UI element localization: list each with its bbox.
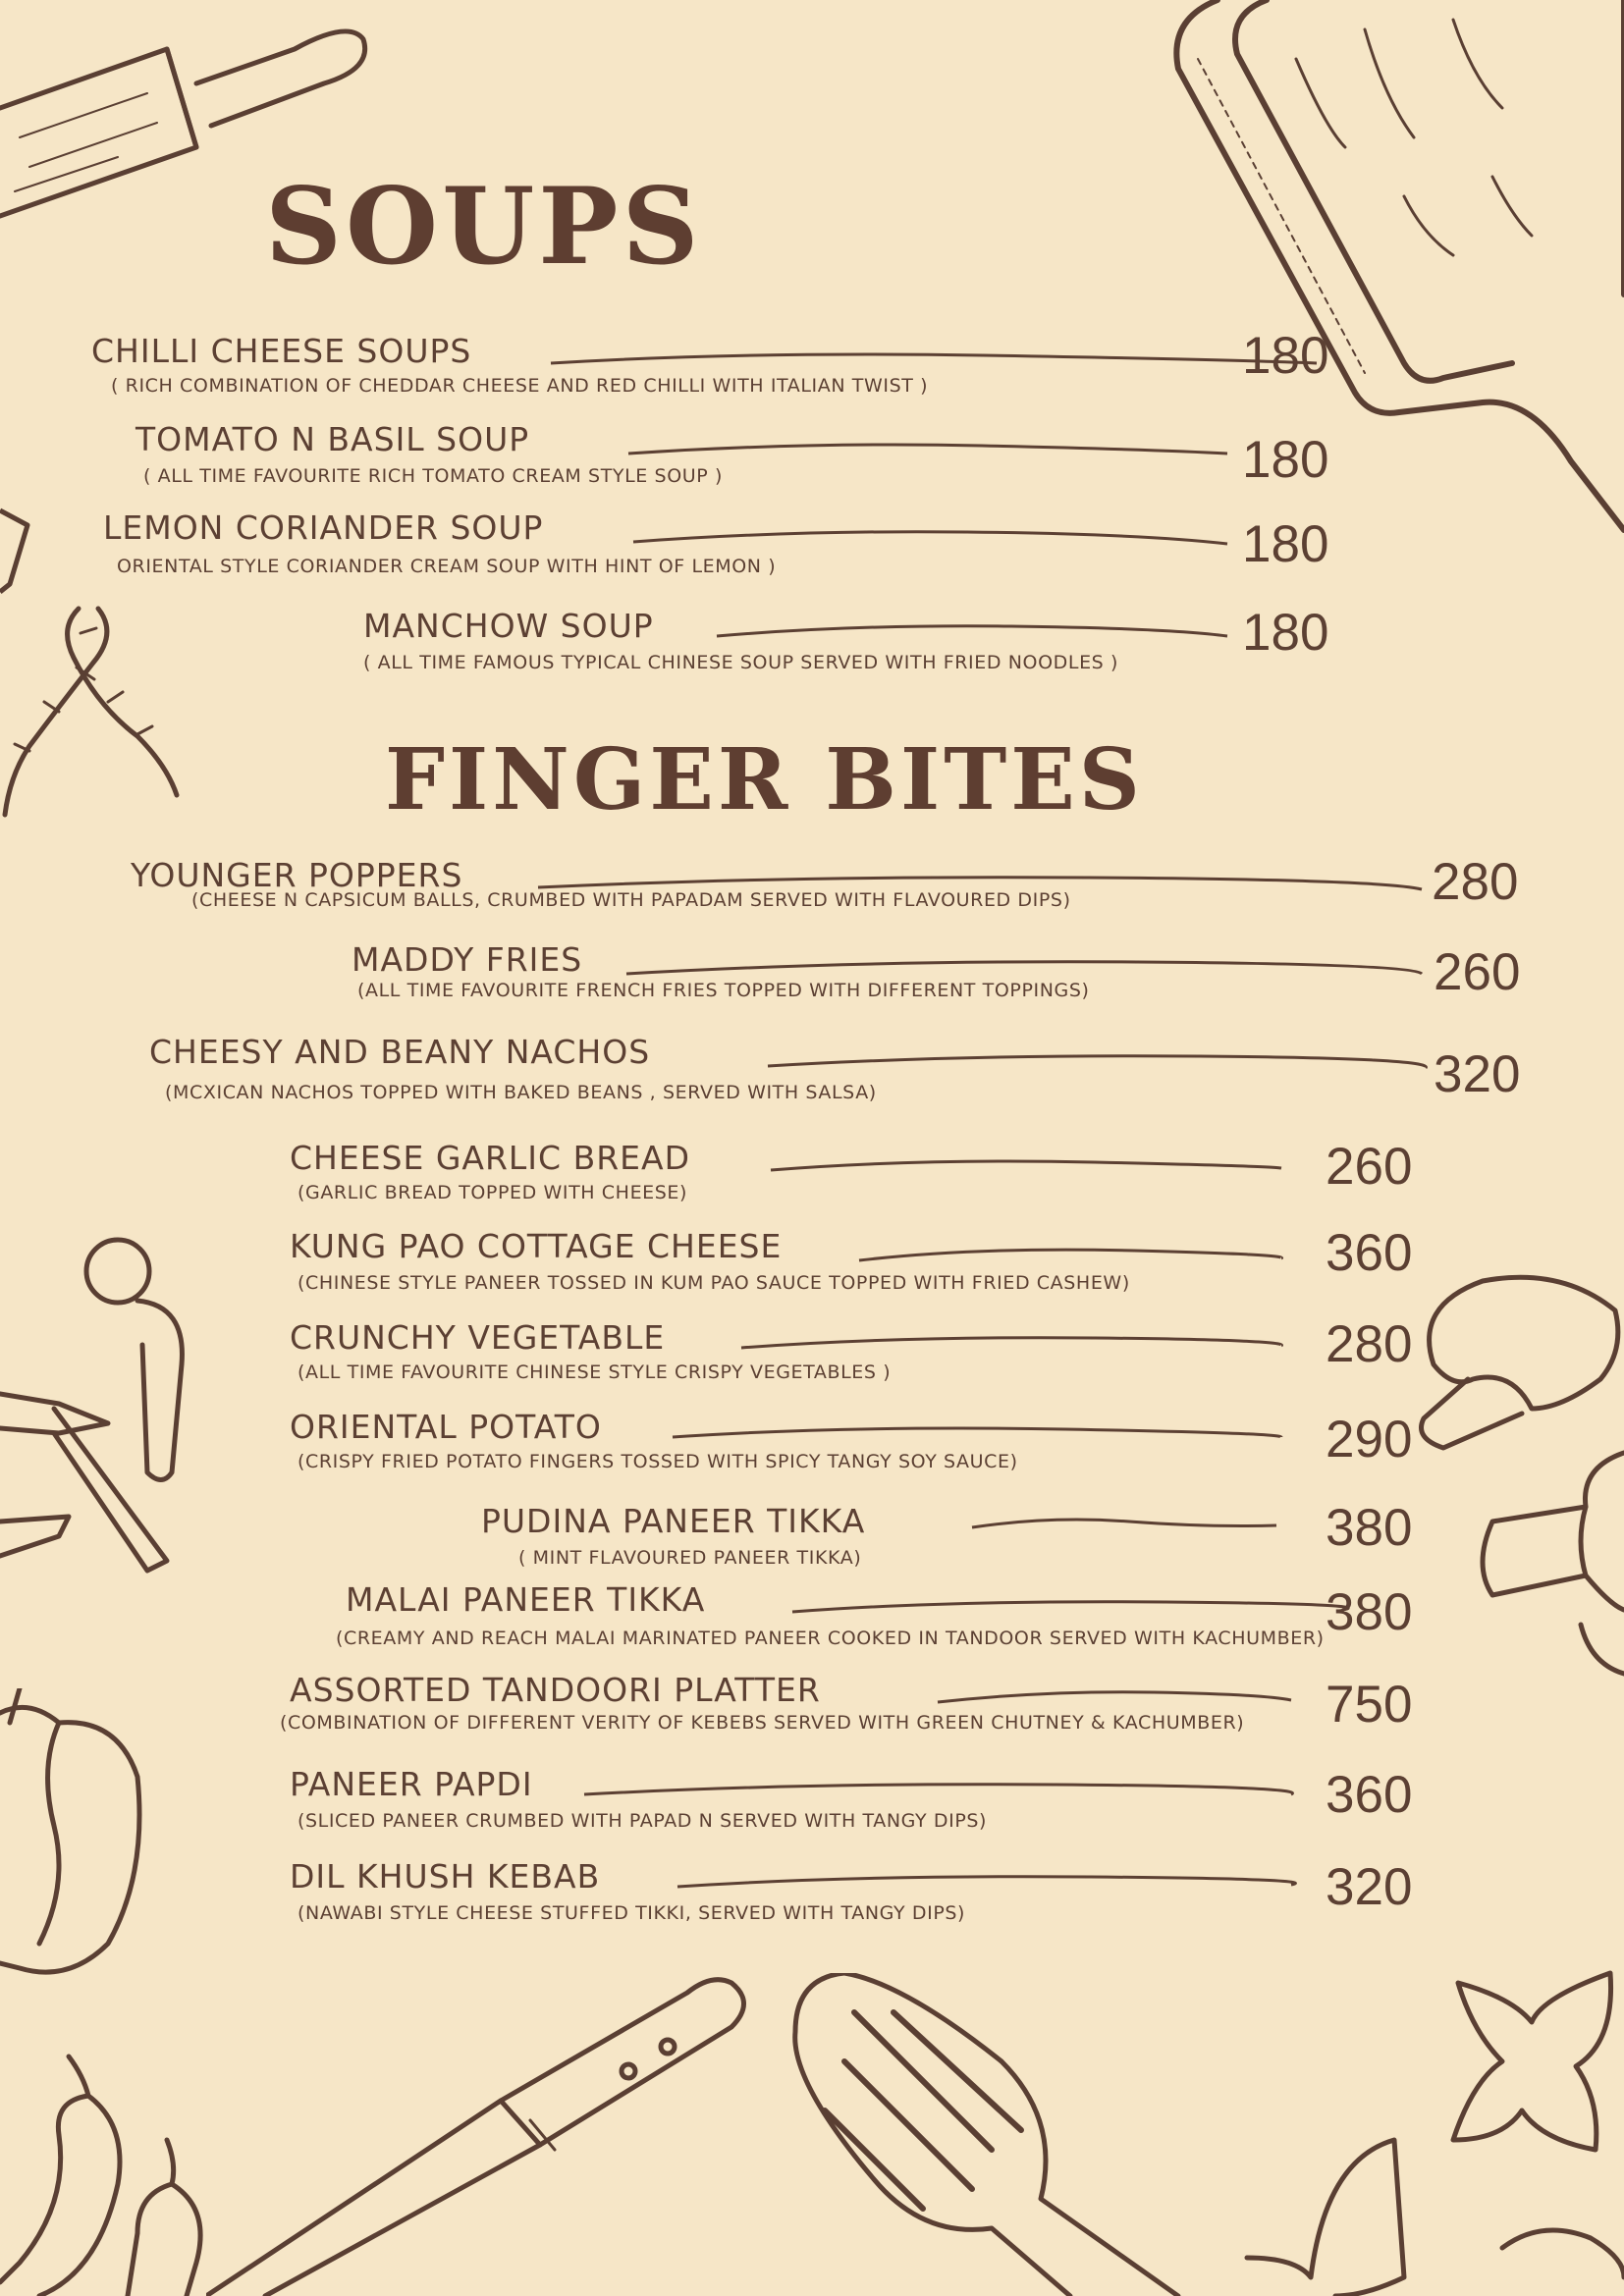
finger-bites-heading: FINGER BITES: [385, 730, 1144, 829]
item-name: PUDINA PANEER TIKKA: [481, 1502, 866, 1540]
item-name: ORIENTAL POTATO: [290, 1408, 602, 1446]
item-price: 180: [1242, 327, 1329, 385]
item-name: MANCHOW SOUP: [363, 607, 654, 645]
item-price: 320: [1434, 1045, 1521, 1103]
leader-line: [768, 1033, 1426, 1072]
item-price: 360: [1326, 1766, 1413, 1824]
item-description: (MCXICAN NACHOS TOPPED WITH BAKED BEANS , SERVED WITH SALSA): [165, 1082, 877, 1103]
leader-line: [677, 1857, 1291, 1896]
item-price: 290: [1326, 1411, 1413, 1468]
leader-line: [972, 1502, 1276, 1541]
item-name: TOMATO N BASIL SOUP: [135, 420, 530, 458]
leader-line: [673, 1408, 1281, 1447]
penne-icon: [0, 1227, 196, 1580]
leader-line: [741, 1318, 1281, 1358]
item-price: 180: [1242, 515, 1329, 573]
leader-line: [633, 508, 1227, 548]
bell-pepper-icon: [0, 1688, 147, 1983]
leader-line: [628, 420, 1227, 459]
leader-line: [717, 607, 1227, 646]
item-price: 380: [1326, 1499, 1413, 1557]
item-description: (SLICED PANEER CRUMBED WITH PAPAD N SERVED WITH TANGY DIPS): [298, 1810, 988, 1832]
item-name: PANEER PAPDI: [290, 1765, 533, 1803]
item-description: (NAWABI STYLE CHEESE STUFFED TIKKI, SERVED WITH TANGY DIPS): [298, 1902, 966, 1924]
mushroom-icon: [1414, 1271, 1624, 1693]
item-price: 180: [1242, 431, 1329, 489]
item-description: (GARLIC BREAD TOPPED WITH CHEESE): [298, 1182, 688, 1203]
item-price: 260: [1434, 943, 1521, 1001]
item-name: MADDY FRIES: [352, 940, 583, 979]
item-price: 260: [1326, 1138, 1413, 1196]
item-description: (CHEESE N CAPSICUM BALLS, CRUMBED WITH PAPADAM SERVED WITH FLAVOURED DIPS): [191, 889, 1071, 911]
item-price: 750: [1326, 1676, 1413, 1734]
pretzel-icon: [0, 589, 196, 825]
item-name: CHEESY AND BEANY NACHOS: [149, 1033, 651, 1071]
item-price: 280: [1432, 853, 1519, 911]
item-name: DIL KHUSH KEBAB: [290, 1857, 601, 1896]
item-description: ( MINT FLAVOURED PANEER TIKKA): [518, 1547, 862, 1569]
chili-pepper-icon: [0, 2047, 226, 2296]
farfalle-icon: [1218, 1963, 1624, 2296]
pasta-roll-icon: [0, 506, 39, 594]
item-price: 380: [1326, 1583, 1413, 1641]
chef-knife-icon: [206, 1973, 756, 2296]
item-name: KUNG PAO COTTAGE CHEESE: [290, 1227, 783, 1265]
cutting-board-icon: [1159, 0, 1624, 550]
item-description: ( RICH COMBINATION OF CHEDDAR CHEESE AND RED CHILLI WITH ITALIAN TWIST ): [111, 375, 929, 397]
item-name: CHILLI CHEESE SOUPS: [91, 332, 472, 370]
soups-heading: SOUPS: [265, 165, 703, 289]
item-price: 180: [1242, 604, 1329, 662]
leader-line: [938, 1671, 1291, 1710]
item-name: CRUNCHY VEGETABLE: [290, 1318, 666, 1357]
item-name: CHEESE GARLIC BREAD: [290, 1139, 690, 1177]
leader-line: [859, 1227, 1281, 1266]
item-name: MALAI PANEER TIKKA: [346, 1580, 706, 1619]
leader-line: [584, 1765, 1291, 1804]
item-price: 280: [1326, 1315, 1413, 1373]
item-description: (CHINESE STYLE PANEER TOSSED IN KUM PAO SAUCE TOPPED WITH FRIED CASHEW): [298, 1272, 1130, 1294]
item-description: (CREAMY AND REACH MALAI MARINATED PANEER COOKED IN TANDOOR SERVED WITH KACHUMBER): [336, 1628, 1325, 1649]
item-description: ORIENTAL STYLE CORIANDER CREAM SOUP WITH HINT OF LEMON ): [117, 556, 777, 577]
leader-line: [626, 940, 1422, 980]
leader-line: [551, 332, 1317, 371]
item-description: (ALL TIME FAVOURITE CHINESE STYLE CRISPY VEGETABLES ): [298, 1362, 892, 1383]
item-price: 360: [1326, 1224, 1413, 1282]
item-description: (COMBINATION OF DIFFERENT VERITY OF KEBEBS SERVED WITH GREEN CHUTNEY & KACHUMBER): [280, 1712, 1245, 1734]
item-price: 320: [1326, 1858, 1413, 1916]
item-name: ASSORTED TANDOORI PLATTER: [290, 1671, 821, 1709]
item-name: LEMON CORIANDER SOUP: [103, 508, 544, 547]
leader-line: [771, 1139, 1281, 1178]
item-description: ( ALL TIME FAMOUS TYPICAL CHINESE SOUP SERVED WITH FRIED NOODLES ): [363, 652, 1118, 673]
spatula-icon: [785, 1973, 1198, 2296]
item-description: (CRISPY FRIED POTATO FINGERS TOSSED WITH SPICY TANGY SOY SAUCE): [298, 1451, 1018, 1472]
item-name: YOUNGER POPPERS: [131, 856, 463, 894]
item-description: ( ALL TIME FAVOURITE RICH TOMATO CREAM STYLE SOUP ): [143, 465, 723, 487]
item-description: (ALL TIME FAVOURITE FRENCH FRIES TOPPED WITH DIFFERENT TOPPINGS): [357, 980, 1090, 1001]
leader-line: [792, 1580, 1342, 1620]
